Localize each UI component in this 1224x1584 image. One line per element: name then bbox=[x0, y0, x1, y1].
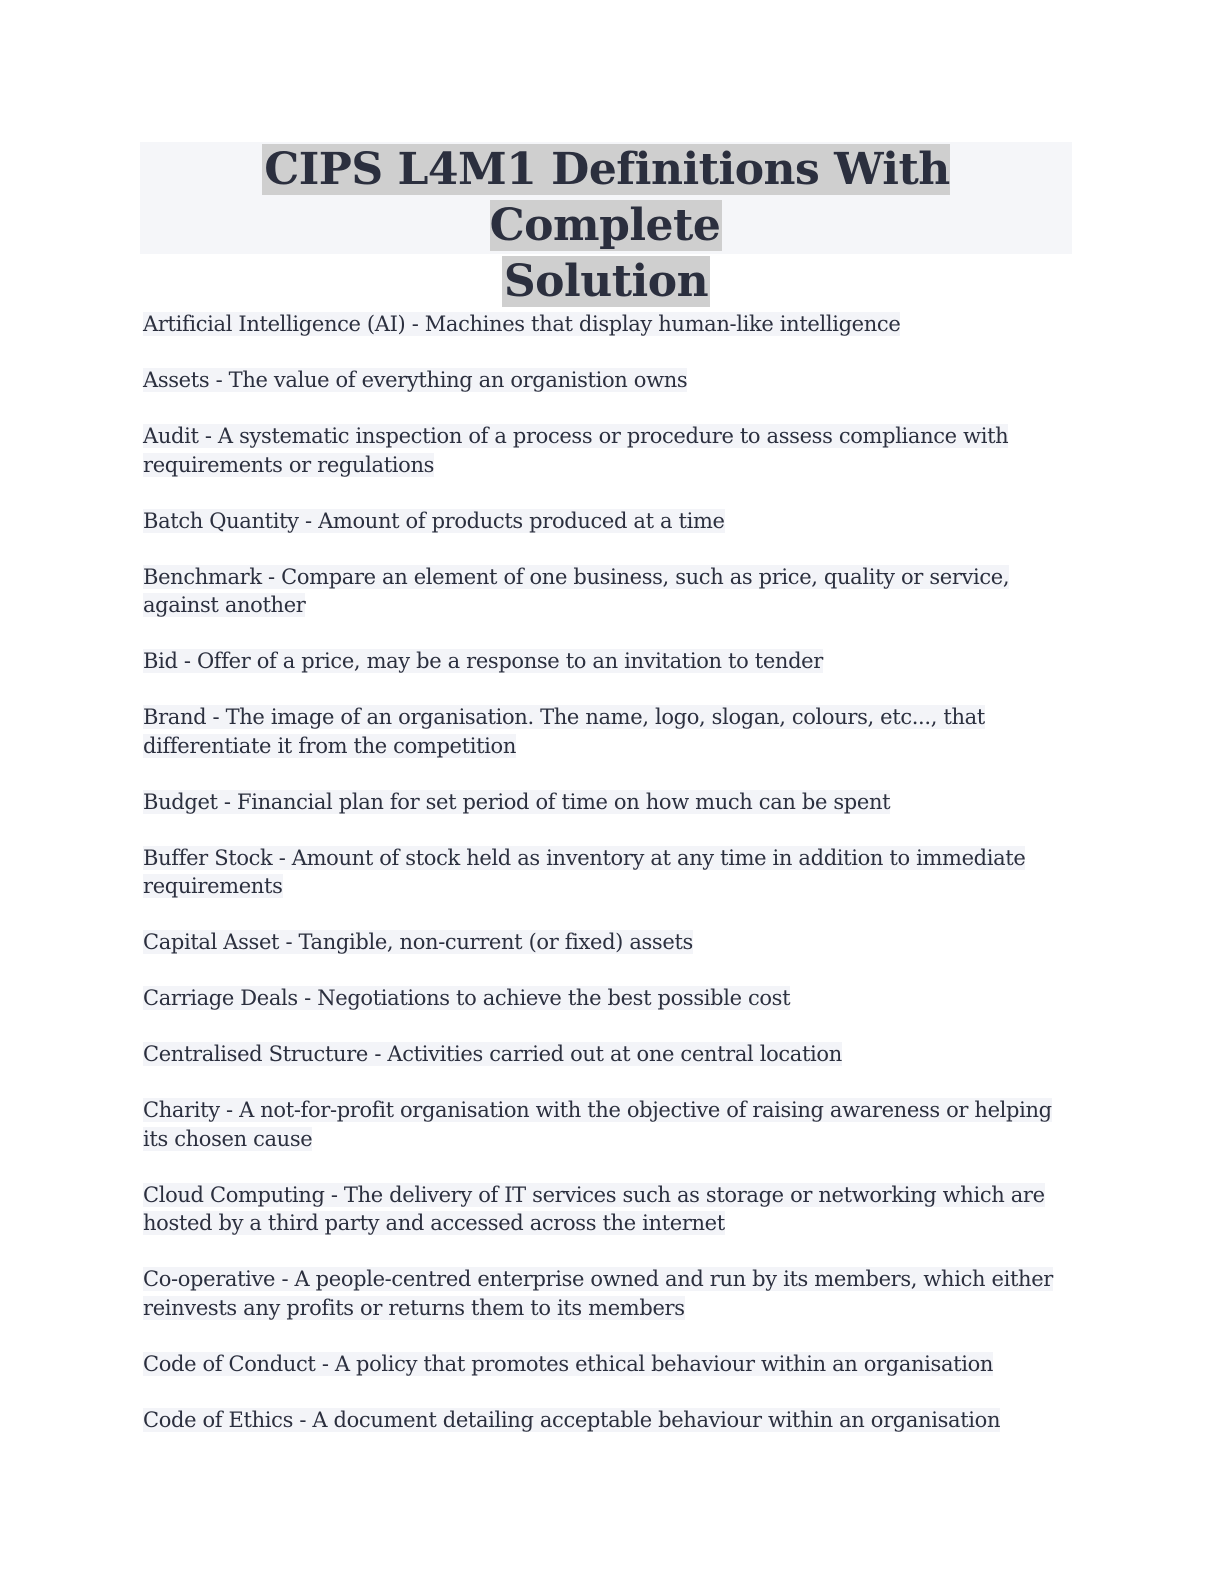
definition-item bbox=[143, 1181, 1078, 1238]
definition-text: Buffer Stock - Amount of stock held as inventory at any time in addition to immediate requirements bbox=[143, 845, 1026, 898]
definition-item bbox=[143, 422, 1078, 479]
definition-text: Charity - A not-for-profit organisation with the objective of raising awareness or helping its chosen cause bbox=[143, 1098, 1052, 1151]
definitions-list bbox=[143, 310, 1078, 1462]
title-line-2: Solution bbox=[503, 256, 709, 307]
definition-text: Bid - Offer of a price, may be a response to an invitation to tender bbox=[143, 649, 823, 673]
definition-item bbox=[143, 366, 1078, 395]
definition-item bbox=[143, 507, 1078, 536]
definition-text: Budget - Financial plan for set period of time on how much can be spent bbox=[143, 789, 891, 814]
definition-text: Carriage Deals - Negotiations to achieve the best possible cost bbox=[143, 986, 791, 1010]
definition-text: Co-operative - A people-centred enterprise owned and run by its members, which either reinvests any profits or returns them to its members bbox=[143, 1267, 1053, 1320]
definition-text: Benchmark - Compare an element of one business, such as price, quality or service, against another bbox=[143, 564, 1010, 617]
document-title bbox=[140, 142, 1072, 310]
definition-item bbox=[143, 1040, 1078, 1069]
definition-text: Assets - The value of everything an organistion owns bbox=[143, 368, 688, 392]
definition-item bbox=[143, 1350, 1078, 1379]
definition-item bbox=[143, 928, 1078, 957]
definition-text: Capital Asset - Tangible, non-current (or fixed) assets bbox=[143, 930, 693, 954]
definition-item bbox=[143, 310, 1078, 339]
definition-text: Batch Quantity - Amount of products produced at a time bbox=[143, 508, 725, 533]
definition-item bbox=[143, 647, 1078, 676]
definition-item bbox=[143, 563, 1078, 620]
definition-item bbox=[143, 703, 1078, 760]
definition-item bbox=[143, 1096, 1078, 1153]
definition-text: Brand - The image of an organisation. The name, logo, slogan, colours, etc..., that differentiate it from the competition bbox=[143, 705, 985, 758]
definition-item bbox=[143, 788, 1078, 817]
definition-text: Code of Conduct - A policy that promotes ethical behaviour within an organisation bbox=[143, 1351, 994, 1376]
definition-text: Artificial Intelligence (AI) - Machines that display human-like intelligence bbox=[143, 312, 901, 336]
definition-text: Code of Ethics - A document detailing acceptable behaviour within an organisation bbox=[143, 1407, 1001, 1432]
definition-text: Cloud Computing - The delivery of IT services such as storage or networking which are hosted by a third party and accessed across the internet bbox=[143, 1182, 1045, 1235]
definition-item bbox=[143, 984, 1078, 1013]
definition-text: Audit - A systematic inspection of a process or procedure to assess compliance with requirements or regulations bbox=[143, 424, 1009, 477]
definition-item bbox=[143, 1265, 1078, 1322]
definition-item bbox=[143, 1406, 1078, 1435]
definition-text: Centralised Structure - Activities carried out at one central location bbox=[143, 1042, 842, 1066]
definition-item bbox=[143, 844, 1078, 901]
title-line-1: CIPS L4M1 Definitions With Complete bbox=[264, 144, 950, 251]
title-block bbox=[140, 142, 1072, 307]
